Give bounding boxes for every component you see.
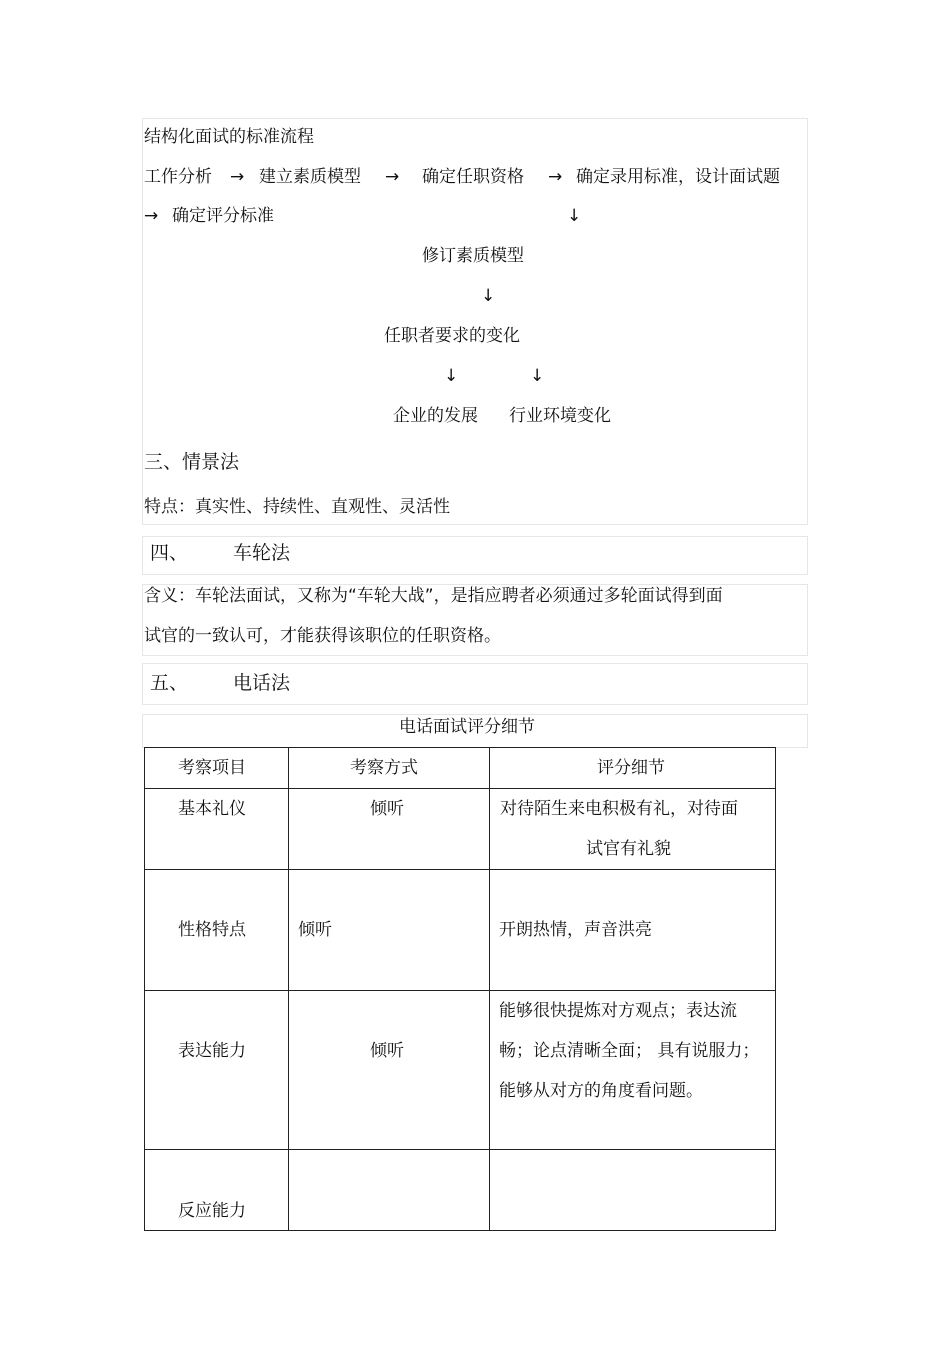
row-detail-line: 对待陌生来电积极有礼，对待面 <box>500 799 738 819</box>
arrow-right-icon: → <box>230 167 245 187</box>
arrow-down-icon: ↓ <box>530 366 545 386</box>
section-5-name: 电话法 <box>233 672 291 694</box>
flow-revise-model: 修订素质模型 <box>422 246 524 266</box>
row-item: 表达能力 <box>178 1041 246 1061</box>
flow-step-scoring-standard: 确定评分标准 <box>172 206 274 226</box>
flow-step-qualification: 确定任职资格 <box>422 167 524 187</box>
flow-heading: 结构化面试的标准流程 <box>144 127 314 147</box>
arrow-right-icon: → <box>385 167 400 187</box>
row-detail-line: 畅；论点清晰全面； 具有说服力； <box>499 1041 760 1061</box>
header-detail: 评分细节 <box>597 758 665 778</box>
row-method: 倾听 <box>370 799 404 819</box>
arrow-down-icon: ↓ <box>567 206 582 226</box>
table-row <box>145 991 776 1150</box>
table-header-row <box>145 748 776 789</box>
table-row <box>145 870 776 991</box>
table-row <box>145 1150 776 1231</box>
row-method: 倾听 <box>298 920 332 940</box>
flow-step-job-analysis: 工作分析 <box>144 167 212 187</box>
flow-cause-enterprise: 企业的发展 <box>393 406 478 426</box>
arrow-right-icon: → <box>144 206 159 226</box>
flow-requirement-change: 任职者要求的变化 <box>384 326 520 346</box>
flow-step-build-model: 建立素质模型 <box>259 167 361 187</box>
header-item: 考察项目 <box>178 758 246 778</box>
table-title: 电话面试评分细节 <box>399 717 535 737</box>
flow-cause-industry: 行业环境变化 <box>509 406 611 426</box>
row-item: 反应能力 <box>178 1201 246 1221</box>
arrow-down-icon: ↓ <box>481 286 496 306</box>
section-3-features: 特点：真实性、持续性、直观性、灵活性 <box>144 497 450 517</box>
section-4-name: 车轮法 <box>233 542 291 564</box>
arrow-right-icon: → <box>548 167 563 187</box>
section-3-title: 三、情景法 <box>144 451 240 473</box>
row-detail-line: 试官有礼貌 <box>586 839 671 859</box>
section-4-meaning-line-1: 含义：车轮法面试，又称为“车轮大战”，是指应聘者必须通过多轮面试得到面 <box>144 586 723 606</box>
row-item: 性格特点 <box>178 920 246 940</box>
flow-step-hiring-standard: 确定录用标准，设计面试题 <box>576 167 780 187</box>
row-detail-line: 能够很快提炼对方观点；表达流 <box>499 1001 737 1021</box>
row-method: 倾听 <box>370 1041 404 1061</box>
row-item: 基本礼仪 <box>178 799 246 819</box>
section-4-meaning-line-2: 试官的一致认可，才能获得该职位的任职资格。 <box>144 626 501 646</box>
row-detail-line: 开朗热情，声音洪亮 <box>499 920 652 940</box>
section-4-number: 四、 <box>150 542 189 564</box>
row-detail-line: 能够从对方的角度看问题。 <box>499 1081 703 1101</box>
scoring-table <box>144 747 776 1231</box>
section-5-number: 五、 <box>150 672 189 694</box>
header-method: 考察方式 <box>350 758 418 778</box>
arrow-down-icon: ↓ <box>444 366 459 386</box>
table-row <box>145 789 776 870</box>
